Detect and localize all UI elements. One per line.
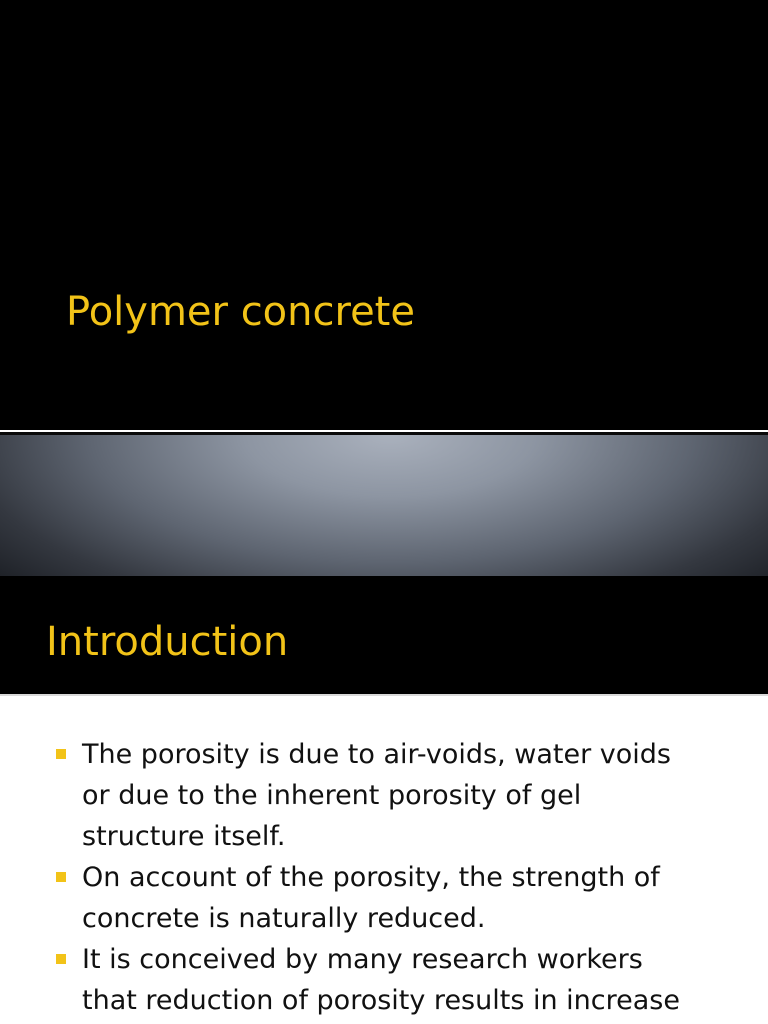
square-bullet-icon — [56, 954, 66, 964]
bullet-item — [56, 939, 746, 1021]
bullet-text: The porosity is due to air-voids, water voids or due to the inherent porosity of gel structure itself. — [82, 739, 672, 852]
title-slide — [0, 0, 768, 430]
section-title: Introduction — [46, 619, 289, 665]
bullet-text: On account of the porosity, the strength of concrete is naturally reduced. — [82, 862, 660, 934]
square-bullet-icon — [56, 749, 66, 759]
square-bullet-icon — [56, 872, 66, 882]
bullet-text: It is conceived by many research workers that reduction of porosity results in increase — [82, 944, 680, 1016]
header-divider — [0, 694, 768, 696]
bullet-item — [56, 857, 746, 939]
slide-title: Polymer concrete — [66, 289, 415, 335]
bullet-list — [56, 734, 746, 1021]
gradient-band — [0, 435, 768, 576]
bullet-item — [56, 734, 746, 857]
